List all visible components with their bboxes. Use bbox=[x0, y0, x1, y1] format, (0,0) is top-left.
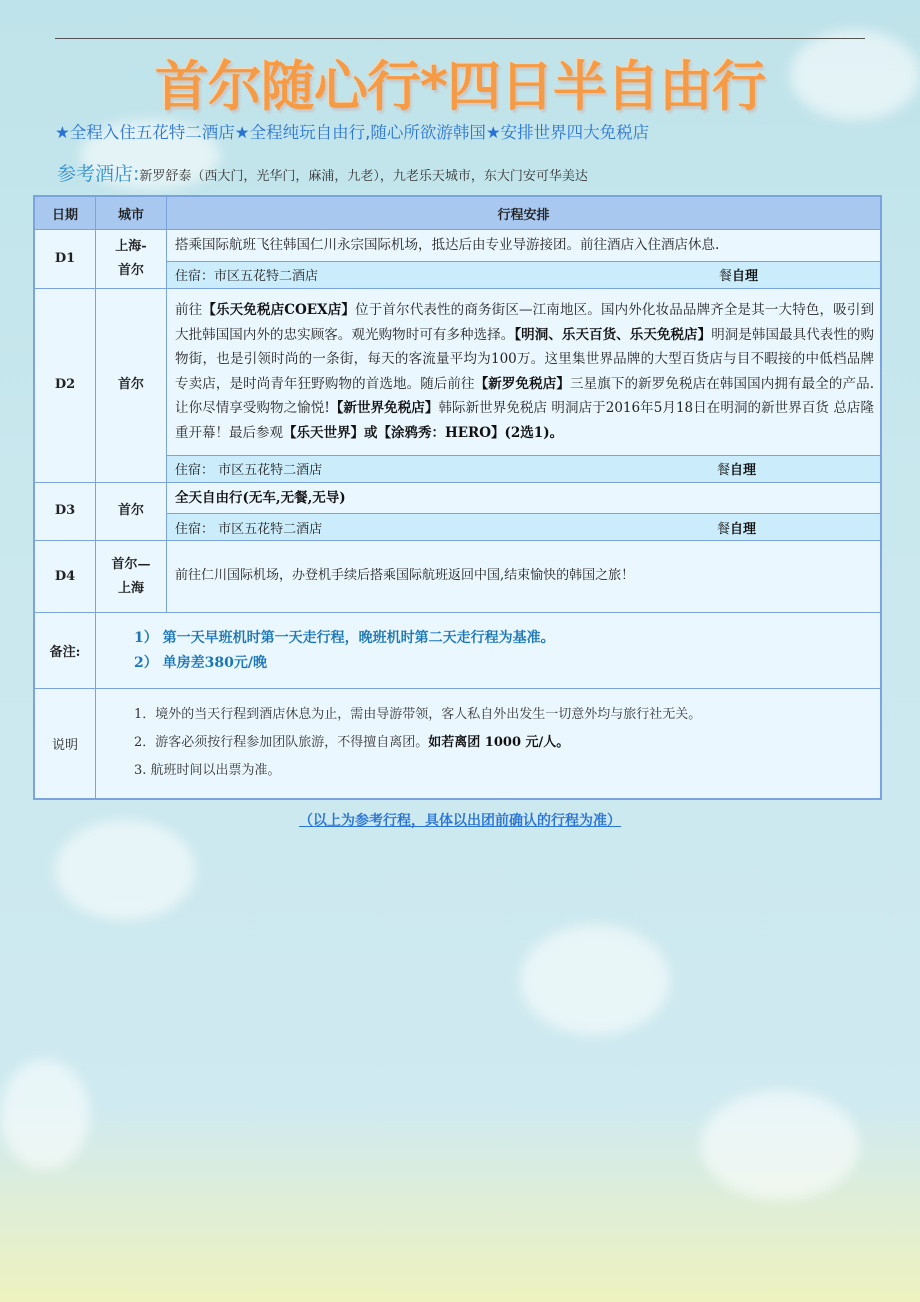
header-city: 城市 bbox=[96, 196, 167, 230]
explain-item: 2．游客必须按行程参加团队旅游，不得擅自离团。如若离团 1000 元/人。 bbox=[134, 735, 570, 751]
explain-label: 说明 bbox=[34, 689, 96, 799]
plan-cell: 前往仁川国际机场，办登机手续后搭乘国际航班返回中国,结束愉快的韩国之旅！ bbox=[167, 541, 882, 613]
table-header-row bbox=[34, 196, 881, 230]
note-item: 1） 第一天早班机时第一天走行程，晚班机时第二天走行程为基准。 bbox=[134, 629, 555, 646]
city-cell: 首尔 bbox=[96, 288, 167, 482]
day-cell: D2 bbox=[34, 288, 96, 482]
meal-text: 餐自理 bbox=[716, 463, 756, 478]
stay-text: 住宿： 市区五花特二酒店 bbox=[175, 521, 323, 537]
notes-row bbox=[34, 613, 881, 689]
background-cloud bbox=[520, 925, 670, 1035]
meal-text: 餐自理 bbox=[716, 521, 756, 537]
explain-content bbox=[96, 689, 882, 799]
stay-text: 住宿： 市区五花特二酒店 bbox=[175, 463, 323, 478]
stay-cell bbox=[167, 455, 882, 482]
day-cell: D4 bbox=[34, 541, 96, 613]
explain-item: 3. 航班时间以出票为准。 bbox=[134, 763, 281, 779]
top-rule bbox=[55, 38, 865, 39]
table-row bbox=[34, 230, 881, 262]
city-text: 首尔—上海 bbox=[111, 556, 151, 596]
highlights-line: ★全程入住五花特二酒店★全程纯玩自由行,随心所欲游韩国★安排世界四大免税店 bbox=[55, 123, 650, 142]
notes-label: 备注: bbox=[34, 613, 96, 689]
plan-cell: 搭乘国际航班飞往韩国仁川永宗国际机场，抵达后由专业导游接团。前往酒店入住酒店休息. bbox=[167, 230, 882, 262]
explain-item: 1．境外的当天行程到酒店休息为止，需由导游带领，客人私自外出发生一切意外均与旅行社无关。 bbox=[134, 707, 702, 723]
day-cell: D1 bbox=[34, 230, 96, 289]
meal-text: 餐自理 bbox=[718, 269, 758, 284]
stay-cell bbox=[167, 261, 882, 288]
background-cloud bbox=[55, 820, 195, 920]
table-row bbox=[34, 482, 881, 514]
hotel-label: 参考酒店: bbox=[57, 163, 140, 185]
table-row bbox=[34, 541, 881, 613]
background-cloud bbox=[700, 1090, 860, 1200]
stay-text: 住宿：市区五花特二酒店 bbox=[175, 269, 319, 284]
stay-cell bbox=[167, 514, 882, 541]
header-plan: 行程安排 bbox=[167, 196, 882, 230]
header-date: 日期 bbox=[34, 196, 96, 230]
city-cell bbox=[96, 230, 167, 289]
explain-row bbox=[34, 689, 881, 799]
notes-content bbox=[96, 613, 882, 689]
table-row bbox=[34, 288, 881, 455]
plan-cell: 前往【乐天免税店COEX店】位于首尔代表性的商务街区—江南地区。国内外化妆品品牌齐全是其一大特色，吸引到大批韩国国内外的忠实顾客。观光购物时可有多种选择。【明洞、乐天百货、乐天免税店】明洞是韩国最具代表性的购物街，也是引领时尚的一条街，每天的客流量平均为100万。这里集世界品牌的大型百货店与目不暇接的中低档品牌专卖店，是时尚青年狂野购物的首选地。随后前往【新罗免税店】三星旗下的新罗免税店在韩国国内拥有最全的产品.让你尽情享受购物之愉悦!【新世界免税店】韩际新世界免税店 明洞店于2016年5月18日在明洞的新世界百货 总店隆重开幕！最后参观【乐天世界】或【涂鸦秀：HERO】(2选1)。 bbox=[167, 288, 882, 455]
city-text: 上海-首尔 bbox=[115, 238, 147, 278]
city-cell bbox=[96, 541, 167, 613]
plan-cell: 全天自由行(无车,无餐,无导) bbox=[167, 482, 882, 514]
background-cloud bbox=[0, 1060, 90, 1170]
reference-hotels bbox=[57, 159, 588, 186]
itinerary-table bbox=[33, 195, 882, 800]
note-item: 2） 单房差380元/晚 bbox=[134, 654, 267, 671]
page-title: 首尔随心行*四日半自由行 bbox=[154, 55, 766, 118]
day-cell: D3 bbox=[34, 482, 96, 541]
hotel-list: 新罗舒泰（西大门，光华门，麻浦，九老），九老乐天城市，东大门安可华美达 bbox=[139, 169, 588, 184]
footer-note: （以上为参考行程，具体以出团前确认的行程为准） bbox=[299, 813, 621, 829]
city-cell: 首尔 bbox=[96, 482, 167, 541]
